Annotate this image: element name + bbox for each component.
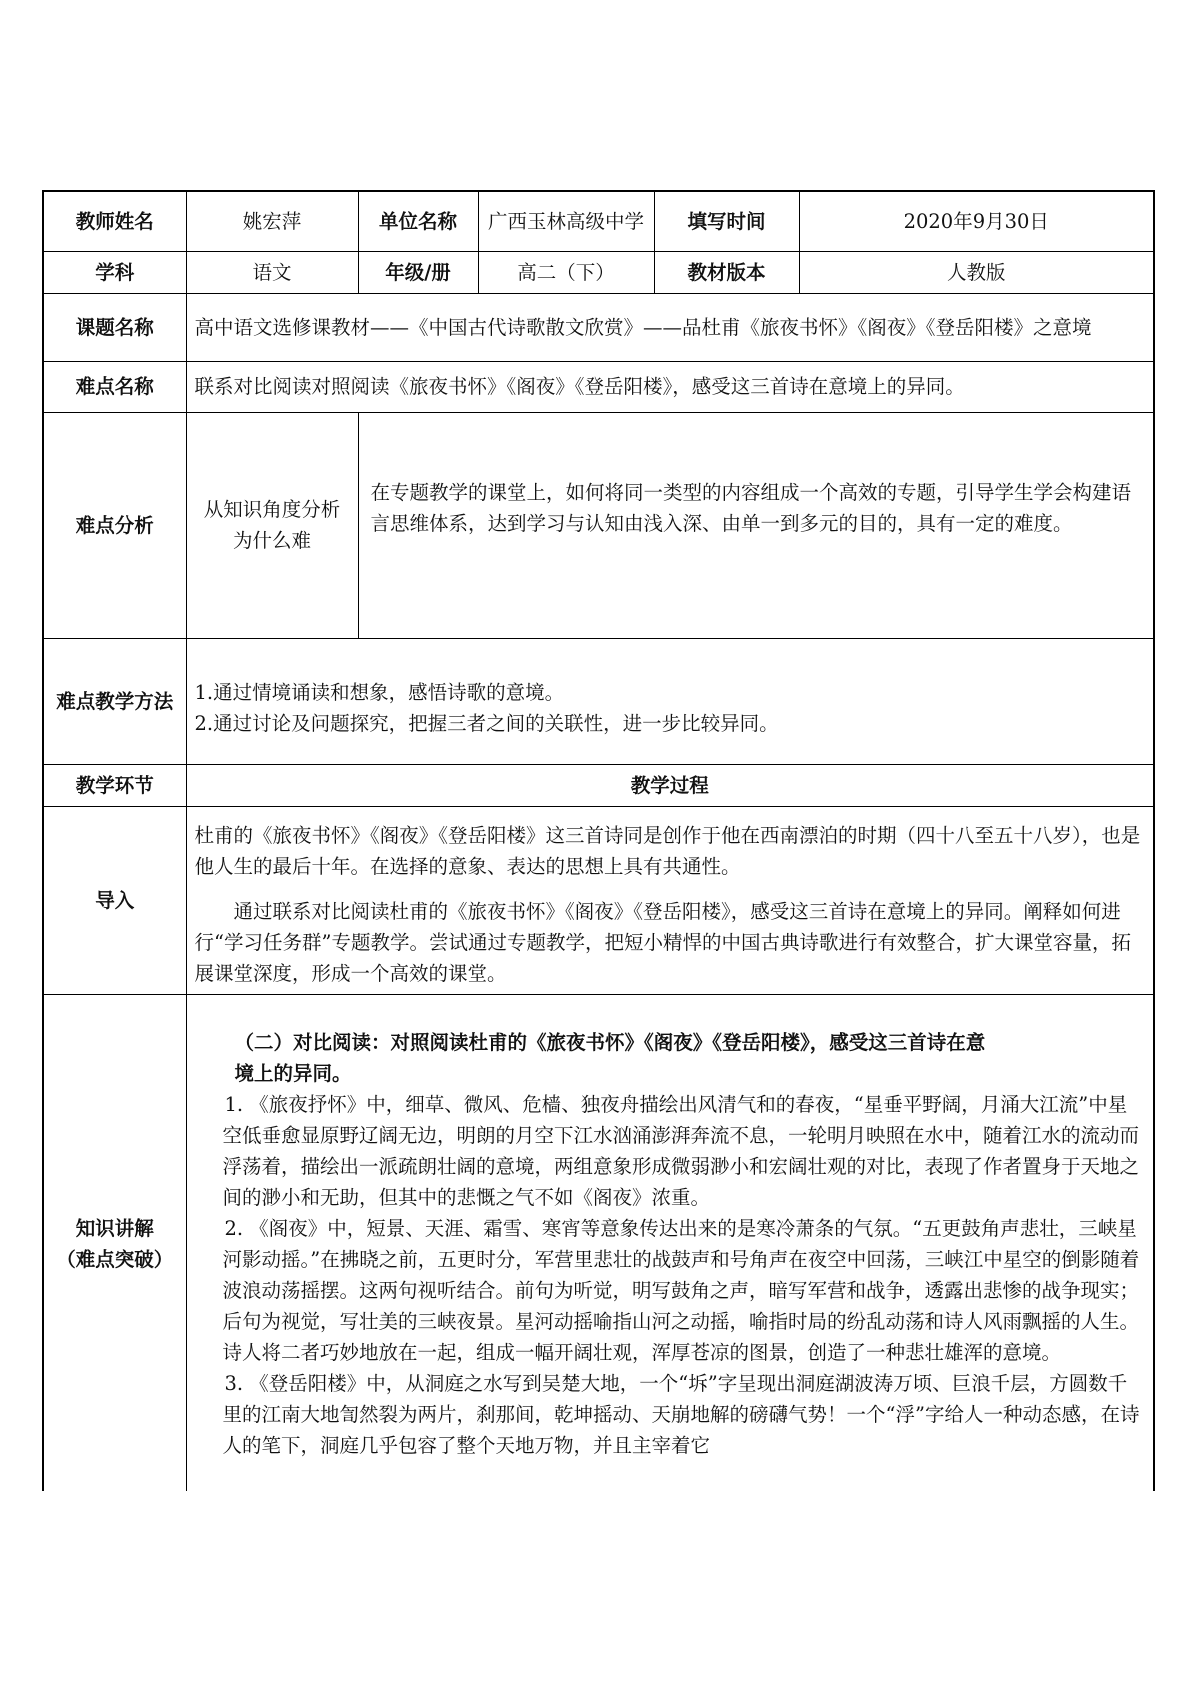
teacher-name-value: 姚宏萍 [186, 191, 358, 251]
method-item-2: 2.通过讨论及问题探究，把握三者之间的关联性，进一步比较异同。 [194, 712, 779, 735]
intro-value [186, 806, 1154, 994]
knowledge-item-3: 3. 《登岳阳楼》中，从洞庭之水写到吴楚大地，一个“坼”字呈现出洞庭湖波涛万顷、巨浪千层，方圆数千里的江南大地訇然裂为两片，刹那间，乾坤摇动、天崩地解的磅礴气势！一个“浮”字给人一种动态感，在诗人的笔下，洞庭几乎包容了整个天地万物，并且主宰着它 [222, 1371, 1140, 1457]
edition-label: 教材版本 [654, 251, 799, 293]
knowledge-title-line2: 境上的异同。 [234, 1061, 352, 1085]
stage-label: 教学环节 [43, 764, 186, 806]
row-intro [43, 806, 1154, 994]
grade-value: 高二（下） [478, 251, 654, 293]
row-topic [43, 293, 1154, 361]
intro-label: 导入 [43, 806, 186, 994]
process-label: 教学过程 [186, 764, 1154, 806]
method-label: 难点教学方法 [43, 638, 186, 764]
knowledge-value [186, 994, 1154, 1491]
knowledge-item-1: 1. 《旅夜抒怀》中，细草、微风、危樯、独夜舟描绘出风清气和的春夜，“星垂平野阔，月涌大江流”中星空低垂愈显原野辽阔无边，明朗的月空下江水汹涌澎湃奔流不息，一轮明月映照在水中，随着江水的流动而浮荡着，描绘出一派疏朗壮阔的意境，两组意象形成微弱渺小和宏阔壮观的对比，表现了作者置身于天地之间的渺小和无助，但其中的悲慨之气不如《阁夜》浓重。 [222, 1092, 1140, 1209]
intro-paragraph-1: 杜甫的《旅夜书怀》《阁夜》《登岳阳楼》这三首诗同是创作于他在西南漂泊的时期（四十八至五十八岁），也是他人生的最后十年。在选择的意象、表达的思想上具有共通性。 [194, 823, 1141, 878]
analysis-text: 在专题教学的课堂上，如何将同一类型的内容组成一个高效的专题，引导学生学会构建语言思维体系，达到学习与认知由浅入深、由单一到多元的目的，具有一定的难度。 [370, 481, 1132, 535]
row-subject-info [43, 251, 1154, 293]
grade-label: 年级/册 [358, 251, 478, 293]
method-item-1: 1.通过情境诵读和想象，感悟诗歌的意境。 [194, 681, 565, 704]
analysis-sub-label: 从知识角度分析为什么难 [186, 412, 358, 638]
fill-time-value: 2020年9月30日 [799, 191, 1154, 251]
intro-paragraph-2: 通过联系对比阅读杜甫的《旅夜书怀》《阁夜》《登岳阳楼》，感受这三首诗在意境上的异同。阐释如何进行“学习任务群”专题教学。尝试通过专题教学，把短小精悍的中国古典诗歌进行有效整合，扩大课堂容量，拓展课堂深度，形成一个高效的课堂。 [194, 899, 1131, 985]
knowledge-item-2: 2. 《阁夜》中，短景、天涯、霜雪、寒宵等意象传达出来的是寒冷萧条的气氛。“五更鼓角声悲壮，三峡星河影动摇。”在拂晓之前，五更时分，军营里悲壮的战鼓声和号角声在夜空中回荡，三峡江中星空的倒影随着波浪动荡摇摆。这两句视听结合。前句为听觉，明写鼓角之声，暗写军营和战争，透露出悲惨的战争现实；后句为视觉，写壮美的三峡夜景。星河动摇喻指山河之动摇，喻指时局的纷乱动荡和诗人风雨飘摇的人生。诗人将二者巧妙地放在一起，组成一幅开阔壮观，浑厚苍凉的图景，创造了一种悲壮雄浑的意境。 [222, 1216, 1140, 1364]
knowledge-label-line2: （难点突破） [56, 1247, 174, 1271]
subject-label: 学科 [43, 251, 186, 293]
difficulty-value: 联系对比阅读对照阅读《旅夜书怀》《阁夜》《登岳阳楼》，感受这三首诗在意境上的异同。 [186, 361, 1154, 412]
method-value [186, 638, 1154, 764]
row-knowledge [43, 994, 1154, 1491]
row-analysis [43, 412, 1154, 638]
analysis-value [358, 412, 1154, 638]
knowledge-section-title [223, 1027, 1144, 1089]
knowledge-label-line1: 知识讲解 [75, 1216, 154, 1240]
topic-value: 高中语文选修课教材——《中国古代诗歌散文欣赏》——品杜甫《旅夜书怀》《阁夜》《登岳阳楼》之意境 [186, 293, 1154, 361]
topic-label: 课题名称 [43, 293, 186, 361]
row-teacher-info [43, 191, 1154, 251]
row-process-header [43, 764, 1154, 806]
analysis-label: 难点分析 [43, 412, 186, 638]
teacher-name-label: 教师姓名 [43, 191, 186, 251]
lesson-plan-table [42, 190, 1155, 1491]
difficulty-label: 难点名称 [43, 361, 186, 412]
unit-name-label: 单位名称 [358, 191, 478, 251]
knowledge-label [43, 994, 186, 1491]
edition-value: 人教版 [799, 251, 1154, 293]
subject-value: 语文 [186, 251, 358, 293]
fill-time-label: 填写时间 [654, 191, 799, 251]
unit-name-value: 广西玉林高级中学 [478, 191, 654, 251]
row-difficulty [43, 361, 1154, 412]
row-method [43, 638, 1154, 764]
knowledge-title-line1: （二）对比阅读：对照阅读杜甫的《旅夜书怀》《阁夜》《登岳阳楼》，感受这三首诗在意 [234, 1030, 986, 1054]
